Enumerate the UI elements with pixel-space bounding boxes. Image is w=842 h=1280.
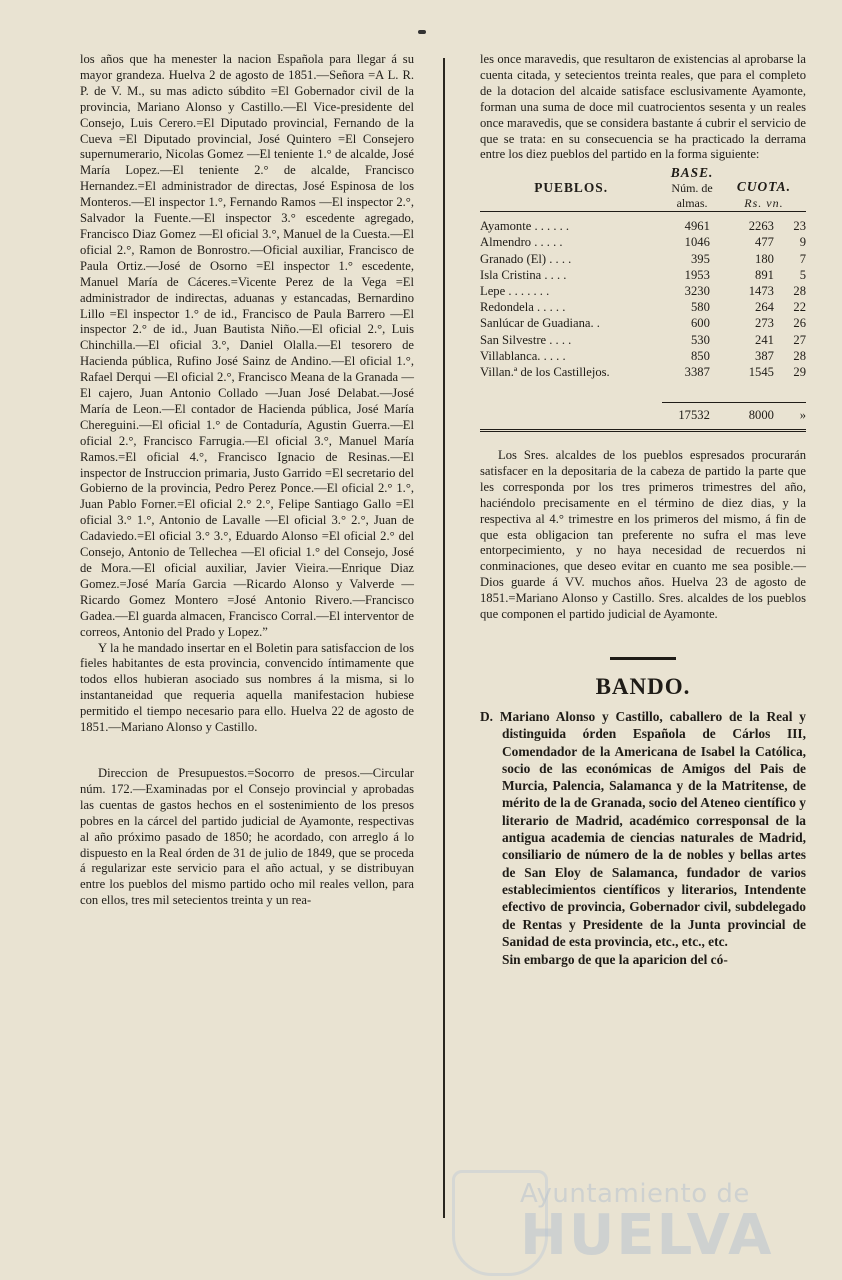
- almas-value: 3387: [684, 365, 710, 380]
- maravedis-value: 28: [793, 348, 806, 363]
- header-pueblos: PUEBLOS.: [534, 180, 609, 196]
- pueblo-name: Villablanca. . . . .: [480, 348, 566, 363]
- maravedis-value: 28: [793, 284, 806, 299]
- circular-continuation-paragraph: les once maravedis, que resultaron de existencias al aprobarse la cuenta citada, y setecientos treinta reales, que para el completo de la dotacion del alcaide satisface esclusivamente Ayamonte, forman una suma de doce mil cuatrocientos sesenta y un reales once maravedis, que se considera bastante á cubrir el servicio de que se trata: en su consecuencia se ha practicado la derrama entre los diez pueblos del partido en la forma siguiente:: [480, 52, 806, 162]
- almas-value: 580: [690, 300, 710, 315]
- pueblo-name: Lepe . . . . . . .: [480, 284, 550, 299]
- table-row: [480, 348, 806, 364]
- almas-value: 395: [690, 251, 710, 266]
- watermark: [520, 1179, 774, 1268]
- table-row: [480, 267, 806, 283]
- almas-value: 600: [690, 316, 710, 331]
- reales-value: 1473: [748, 284, 774, 299]
- total-almas: 17532: [678, 407, 710, 422]
- bando-continuation-line: Sin embargo de que la aparicion del có-: [502, 952, 728, 968]
- header-cuota: CUOTA.: [736, 179, 791, 195]
- signatories-paragraph: los años que ha menester la nacion Española para llegar á su mayor grandeza. Huelva 2 de agosto de 1851.—Señora =A L. R. P. de V. M., su mas adicto súbdito =El Gobernador civil de la provincia, Mariano Alonso y Castillo.—El Vice-presidente del Consejo, Luis Cerero.=El Diputado provincial, Fernando de la Cueva =El Diputado provincial, José Quintero =El Consejero supernumerario, Nicolas Gomez —El teniente 1.° de alcalde, José María Lopez.—El teniente 2.° de alcalde, Francisco Hernandez.=El administrador de directas, José Espinosa de los Monteros.—El inspector 1.°, Fernando Ramos —El inspector 2.°, Salvador la Fuente.—El inspector 3.° escedente agregado, Francisco Diaz Gomez —El oficial 3.°, Manuel de la Cuesta.—El oficial 2.°, Ramon de Bonrostro.—Oficial auxiliar, Francisco de Paula Ortiz.—José de Osorno =El inspector 1.° escedente, Manuel María de Cáceres.=Vicente Perez de la Vega =El administrador de indirectas, aduanas y estancadas, Bernardino Lillo =El inspector 1.° de id., Francisco de Paula Barrero —El inspector 2.° de id., Juan Bautista Niño.—El oficial 2.°, Luis Chinchilla.—El oficial 3.°, Daniel Olalla.—El tesorero de Hacienda pública, Rufino José Sainz de Andino.—El oficial 1.°, Rafael Derqui —El oficial 2.°, Francisco Meana de la Granada —El cajero, Juan Antonio Collado —Juan José Delabat.—José María de Leon.—El contador de Hacienda pública, José María Chereguini.—El oficial 1.° de Contaduría, Agustin Guerra.—El oficial 2.°, Francisco Farrugia.—El oficial 3.°, Manuel María Ramos.=El oficial 4.°, Francisco Ignacio de Resinas.—El inspector de Instruccion primaria, Justo Garrido =El secretario del Gobierno de la provincia, Pedro Perez Ponce.—El oficial 2.° 1.°, Juan Pablo Forner.=El oficial 2.° 2.°, Felipe Santiago Gallo =El oficial 3.° 1.°, Antonio de Lavalle —El oficial 3.° 2.°, Juan de Cadaviedo.=El oficial 3.° 3.°, Eduardo Alonso =El oficial 2.° del Consejo, Antonio de Tellechea —El oficial 1.° del Consejo, José de Mora.—El oficial auxiliar, Javier Vieira.—Enrique Diaz Gomez.=José María Garcia —Ricardo Alonso y Valverde —Ricardo Gomez Montero =José Antonio Rivero.—Francisco Gadea.—El guarda almacen, Francisco Corral.—El interventor de correos, Antonio del Prado y Lopez.”: [80, 52, 414, 639]
- maravedis-value: 5: [799, 267, 806, 282]
- reales-value: 180: [755, 251, 774, 266]
- pueblo-name: Ayamonte . . . . . .: [480, 219, 570, 234]
- table-row: [480, 234, 806, 250]
- reales-value: 273: [755, 316, 774, 331]
- pueblo-name: Almendro . . . . .: [480, 235, 563, 250]
- table-row: [480, 283, 806, 299]
- reales-value: 264: [755, 300, 774, 315]
- maravedis-value: 9: [799, 235, 806, 250]
- pueblo-name: Villan.ª de los Castillejos.: [480, 365, 610, 380]
- maravedis-value: 26: [793, 316, 806, 331]
- pueblo-name: Granado (El) . . . .: [480, 251, 572, 266]
- almas-value: 850: [690, 348, 710, 363]
- mayors-instruction-paragraph: Los Sres. alcaldes de los pueblos espresados procurarán satisfacer en la depositaria de la cabeza de partido la parte que les corresponda por los tres primeros trimestres del año, haciéndolo precisamente en el término de diez dias, y la respectiva al 4.° trimestre en los primeros del mismo, á fin de que esta obligacion tan preferente no sufra el mas leve entorpecimiento, y no haya necesidad de recuerdos ni conminaciones, que deseo evitar en cuanto me sea posible.—Dios guarde á VV. muchos años. Huelva 23 de agosto de 1851.=Mariano Alonso y Castillo. Sres. alcaldes de los pueblos que componen el partido judicial de Ayamonte.: [480, 447, 806, 622]
- header-base: BASE.: [670, 165, 714, 181]
- right-column: [480, 52, 806, 968]
- total-row: [480, 407, 806, 423]
- maravedis-value: 7: [799, 251, 806, 266]
- reales-value: 2263: [748, 219, 774, 234]
- table-row: [480, 315, 806, 331]
- table-row: [480, 218, 806, 234]
- bando-text: D. Mariano Alonso y Castillo, caballero de la Real y distinguida órden Española de Cárlos III, Comendador de la Americana de Isabel la Católica, socio de las económicas de Amigos del Pais de Murcia, Palencia, Salamanca y de la Matritense, de mérito de la de Granada, socio del Ateneo científico y literario de Madrid, académico corresponsal de la antigua academia de ciencias naturales de Madrid, consiliario de número de la de nobles y bellas artes de San Eloy de Salamanca, fundador de varios establecimientos científicos y literarios, Intendente efectivo de provincia, Gobernador civil, subdelegado de Rentas y Presidente de la Junta provincial de Sanidad de esta provincia, etc., etc., etc.: [480, 708, 806, 949]
- left-column: [80, 52, 414, 909]
- maravedis-value: 22: [793, 300, 806, 315]
- reales-value: 477: [755, 235, 774, 250]
- bando-title: BANDO.: [595, 673, 691, 699]
- pueblo-name: Redondela . . . . .: [480, 300, 566, 315]
- maravedis-value: 23: [793, 219, 806, 234]
- total-rs: 8000: [748, 407, 774, 422]
- table-row: [480, 251, 806, 267]
- reales-value: 241: [755, 332, 774, 347]
- table-row: [480, 332, 806, 348]
- budget-circular-paragraph: Direccion de Presupuestos.=Socorro de presos.—Circular núm. 172.—Examinadas por el Consejo provincial y aprobadas las cuentas de gastos hechos en el sostenimiento de los presos pobres en la cárcel del partido judicial de Ayamonte, respectivas al año próximo pasado de 1850; he acordado, con arreglo á lo dispuesto en la Real órden de 31 de julio de 1849, que se proceda á regularizar este servicio para el año actual, y se distribuyan entre los pueblos del mismo partido ocho mil reales vellon, para con ellos, tres mil setecientos treinta y un rea-: [80, 765, 414, 908]
- insertion-notice-paragraph: Y la he mandado insertar en el Boletin para satisfaccion de los fieles habitantes de esta provincia, convencido íntimamente que todos ellos hubieran asociado sus nombres á la misma, si lo instantaneidad que requeria aquella manifestacion hubiese permitido el tiempo necesario para ello. Huelva 22 de agosto de 1851.—Mariano Alonso y Castillo.: [80, 640, 414, 735]
- almas-value: 4961: [684, 219, 710, 234]
- header-cuota-sub: Rs. vn.: [744, 196, 784, 211]
- reales-value: 387: [755, 348, 774, 363]
- table-row: [480, 299, 806, 315]
- top-print-mark: [418, 30, 426, 34]
- maravedis-value: 27: [793, 332, 806, 347]
- maravedis-value: 29: [793, 365, 806, 380]
- almas-value: 1953: [684, 267, 710, 282]
- pueblo-name: San Silvestre . . . .: [480, 332, 572, 347]
- almas-value: 530: [690, 332, 710, 347]
- almas-value: 3230: [684, 284, 710, 299]
- reales-value: 1545: [748, 365, 774, 380]
- header-base-sub: Núm. de almas.: [671, 181, 713, 211]
- total-mrs: »: [799, 407, 806, 422]
- pueblo-name: Isla Cristina . . . .: [480, 267, 567, 282]
- table-row: [480, 364, 806, 380]
- almas-value: 1046: [684, 235, 710, 250]
- watermark-line1: Ayuntamiento de: [520, 1179, 750, 1209]
- watermark-line2: HUELVA: [520, 1203, 774, 1268]
- column-divider: [443, 58, 445, 1218]
- section-separator: [610, 657, 676, 660]
- reales-value: 891: [755, 267, 774, 282]
- pueblo-name: Sanlúcar de Guadiana. .: [480, 316, 600, 331]
- table-body: [480, 218, 806, 380]
- distribution-table: [480, 165, 806, 423]
